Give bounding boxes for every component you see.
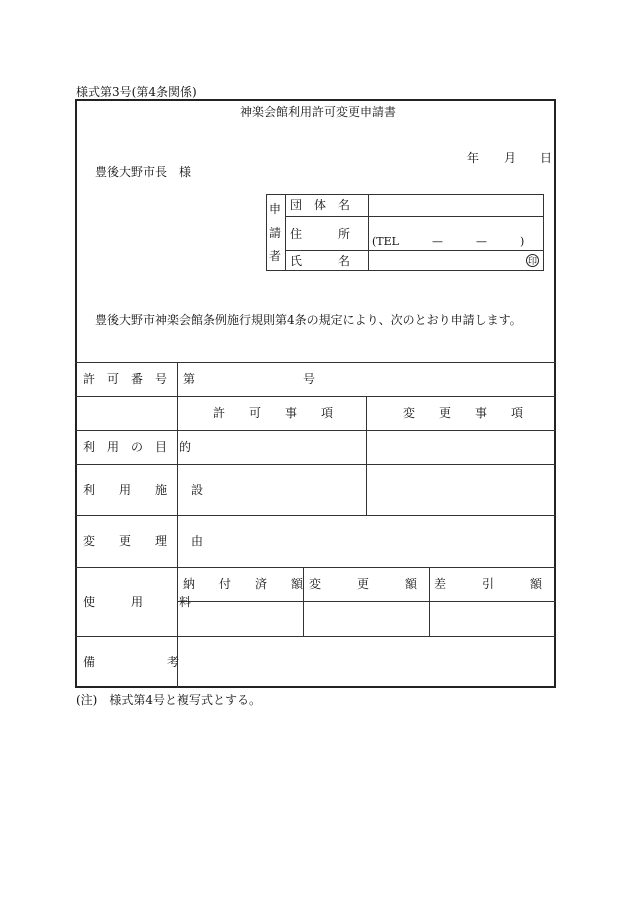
fee-paid-header: 納 付 済 額: [183, 577, 304, 591]
permit-number-prefix: 第: [183, 372, 196, 386]
row-label-purpose: 利 用 の 目 的: [83, 440, 192, 454]
form-number-note: 様式第3号(第4条関係): [76, 85, 197, 99]
seal-mark: 印: [526, 254, 539, 267]
column-header-change: 変 更 事 項: [403, 406, 524, 420]
date-year-label: 年: [467, 151, 480, 165]
applicant-label-char: 申: [269, 202, 282, 216]
facility-permit-field[interactable]: [178, 465, 365, 514]
name-field[interactable]: [369, 251, 519, 270]
purpose-permit-field[interactable]: [178, 431, 365, 463]
application-statement: 豊後大野市神楽会館条例施行規則第4条の規定により、次のとおり申請します。: [95, 313, 522, 327]
remarks-field[interactable]: [178, 637, 555, 686]
row-label-fee: 使 用 料: [83, 595, 192, 609]
fee-change-header: 変 更 額: [309, 577, 418, 591]
tel-field-text: (TEL — — ): [372, 235, 525, 248]
address-label: 住 所: [290, 227, 351, 241]
address-field[interactable]: [369, 217, 543, 249]
permit-number-label: 許 可 番 号: [83, 372, 168, 386]
reason-field[interactable]: [178, 516, 555, 566]
footnote: (注) 様式第4号と複写式とする。: [76, 693, 261, 707]
date-day-label: 日: [540, 151, 553, 165]
fee-change-field[interactable]: [304, 602, 428, 635]
fee-difference-header: 差 引 額: [434, 577, 543, 591]
name-label: 氏 名: [290, 254, 351, 268]
applicant-label-char: 請: [269, 226, 282, 240]
row-label-remarks: 備 考: [83, 655, 180, 669]
column-header-permit: 許 可 事 項: [213, 406, 334, 420]
date-month-label: 月: [504, 151, 517, 165]
facility-change-field[interactable]: [367, 465, 555, 514]
org-name-label: 団 体 名: [290, 198, 351, 212]
addressee: 豊後大野市長 様: [95, 165, 192, 179]
applicant-label-char: 者: [269, 249, 282, 263]
row-label-facility: 利 用 施 設: [83, 483, 204, 497]
form-title: 神楽会館利用許可変更申請書: [240, 105, 397, 119]
permit-number-suffix: 号: [303, 372, 316, 386]
org-name-field[interactable]: [369, 195, 543, 215]
fee-paid-field[interactable]: [178, 602, 302, 635]
purpose-change-field[interactable]: [367, 431, 555, 463]
row-label-reason: 変 更 理 由: [83, 534, 204, 548]
fee-difference-field[interactable]: [430, 602, 555, 635]
permit-number-field[interactable]: [195, 363, 300, 395]
